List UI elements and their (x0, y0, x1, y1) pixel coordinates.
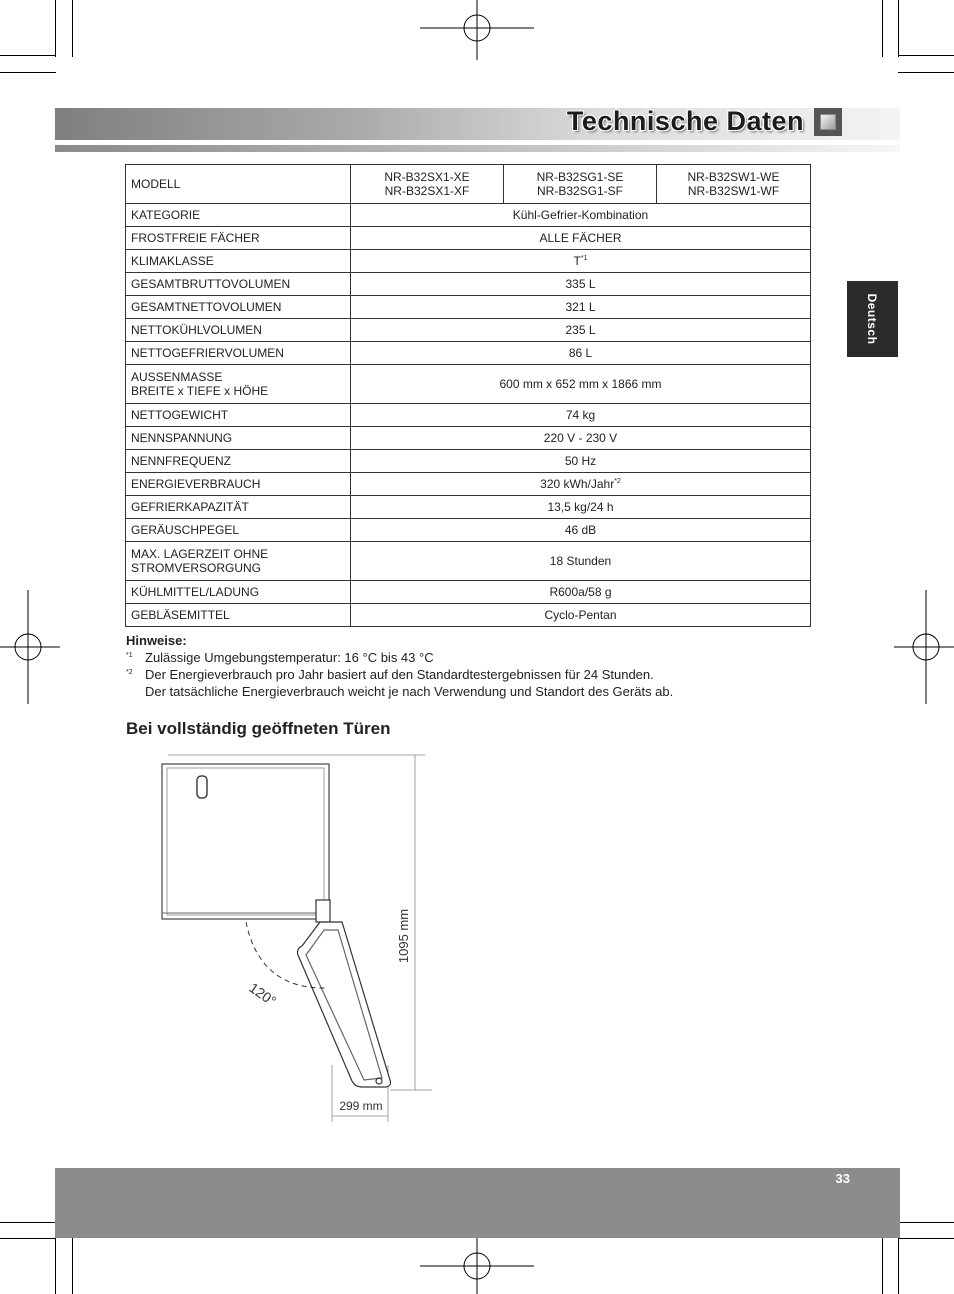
row-value-text: 50 Hz (564, 454, 597, 468)
table-row (126, 604, 811, 627)
model-name: NR-B32SG1-SE (536, 170, 624, 184)
row-label (126, 273, 351, 296)
row-value-text: 46 dB (564, 523, 597, 537)
row-label (126, 450, 351, 473)
model-cell (504, 165, 657, 204)
row-label-line: KLIMAKLASSE (131, 254, 214, 268)
row-label-line: BREITE x TIEFE x HÖHE (131, 384, 269, 398)
dimension-lines (168, 755, 432, 1122)
row-value-text: T (573, 254, 581, 268)
row-label (126, 204, 351, 227)
row-label (126, 319, 351, 342)
footnote-mark: *2 (614, 478, 621, 485)
table-row (126, 204, 811, 227)
table-row (126, 273, 811, 296)
row-label-line: GESAMTBRUTTOVOLUMEN (131, 277, 291, 291)
row-value-text: 235 L (565, 323, 596, 337)
row-value-text: ALLE FÄCHER (539, 231, 622, 245)
table-row (126, 296, 811, 319)
model-name: NR-B32SW1-WE (687, 170, 780, 184)
model-name: NR-B32SX1-XE (384, 170, 470, 184)
row-value (351, 427, 811, 450)
footer (55, 1168, 900, 1238)
row-value (351, 227, 811, 250)
footnote-mark: *1 (580, 255, 588, 262)
notes-heading: Hinweise: (126, 633, 187, 648)
row-label-line: AUSSENMASSE (131, 370, 223, 384)
row-label (126, 250, 351, 273)
width-label: 299 mm (339, 1099, 383, 1113)
row-value-text: R600a/58 g (549, 585, 612, 599)
note-text: Der tatsächliche Energieverbrauch weicht je nach Verwendung und Standort des Geräts ab. (145, 684, 674, 699)
row-label-line: ENERGIEVERBRAUCH (131, 477, 261, 491)
row-label-line: GEBLÄSEMITTEL (131, 608, 230, 622)
row-value (351, 273, 811, 296)
language-tab (847, 281, 898, 357)
model-name: NR-B32SX1-XF (384, 184, 470, 198)
model-cell (351, 165, 504, 204)
row-value (351, 519, 811, 542)
notes (126, 632, 673, 700)
header-stripe (55, 145, 900, 152)
row-value-text: 13,5 kg/24 h (547, 500, 614, 514)
row-label (126, 604, 351, 627)
table-row (126, 581, 811, 604)
note-mark: *1 (126, 652, 133, 659)
row-label (126, 473, 351, 496)
page-number: 33 (835, 1171, 850, 1186)
registration-mark-top (420, 0, 534, 60)
row-label (126, 427, 351, 450)
row-label-line: GERÄUSCHPEGEL (131, 523, 240, 537)
model-label: MODELL (126, 165, 351, 204)
table-row (126, 365, 811, 404)
row-value (351, 250, 811, 273)
row-value (351, 296, 811, 319)
row-value (351, 342, 811, 365)
row-value (351, 581, 811, 604)
language-tab-label: Deutsch (865, 293, 879, 345)
row-value-text: 321 L (565, 300, 596, 314)
registration-mark-left (0, 590, 60, 704)
model-name: NR-B32SG1-SF (536, 184, 624, 198)
row-value-text: 320 kWh/Jahr (540, 477, 615, 491)
note-text: Der Energieverbrauch pro Jahr basiert auf den Standardtestergebnissen für 24 Stunden. (145, 667, 654, 682)
table-row (126, 342, 811, 365)
table-row (126, 519, 811, 542)
row-value (351, 542, 811, 581)
registration-mark-right (894, 590, 954, 704)
table-row (126, 496, 811, 519)
row-value-text: 74 kg (565, 408, 596, 422)
open-door (298, 900, 391, 1087)
table-row (126, 450, 811, 473)
table-row (126, 319, 811, 342)
row-label-line: STROMVERSORGUNG (131, 561, 262, 575)
note-item (126, 649, 673, 666)
row-value-text: 86 L (568, 346, 593, 360)
title-square-icon (814, 108, 842, 136)
row-value (351, 473, 811, 496)
row-label (126, 519, 351, 542)
note-text: Zulässige Umgebungstemperatur: 16 °C bis 43 °C (145, 650, 434, 665)
angle-label: 120° (246, 979, 280, 1010)
spec-table (125, 164, 811, 627)
registration-mark-bottom (420, 1235, 534, 1294)
row-label-line: KATEGORIE (131, 208, 201, 222)
row-label-line: GESAMTNETTOVOLUMEN (131, 300, 282, 314)
note-mark: *2 (126, 669, 133, 676)
row-label (126, 296, 351, 319)
row-value-text: 335 L (565, 277, 596, 291)
row-value (351, 604, 811, 627)
model-cell (657, 165, 811, 204)
depth-label: 1095 mm (396, 908, 411, 964)
row-value (351, 404, 811, 427)
row-value-text: 600 mm x 652 mm x 1866 mm (499, 377, 662, 391)
page-title: Technische Daten (566, 106, 804, 136)
row-label-line: NETTOKÜHLVOLUMEN (131, 323, 262, 337)
table-row (126, 427, 811, 450)
row-value-text: 220 V - 230 V (543, 431, 618, 445)
door-opening-diagram (150, 750, 450, 1130)
row-value-text: Kühl-Gefrier-Kombination (512, 208, 649, 222)
row-value (351, 319, 811, 342)
row-label-line: NENNFREQUENZ (131, 454, 232, 468)
row-value (351, 204, 811, 227)
row-value-text: 18 Stunden (549, 554, 612, 568)
table-row (126, 165, 811, 204)
model-name: NR-B32SW1-WF (687, 184, 780, 198)
row-label (126, 581, 351, 604)
row-value (351, 450, 811, 473)
row-label (126, 496, 351, 519)
row-value (351, 496, 811, 519)
table-row (126, 250, 811, 273)
row-value-text: Cyclo-Pentan (544, 608, 617, 622)
section-title: Bei vollständig geöffneten Türen (126, 719, 391, 738)
table-row (126, 473, 811, 496)
row-label-line: NETTOGEWICHT (131, 408, 229, 422)
row-label (126, 342, 351, 365)
row-label (126, 542, 351, 581)
table-row (126, 227, 811, 250)
row-label (126, 365, 351, 404)
row-value (351, 365, 811, 404)
row-label-line: GEFRIERKAPAZITÄT (131, 500, 249, 514)
row-label-line: NENNSPANNUNG (131, 431, 233, 445)
table-row (126, 542, 811, 581)
row-label (126, 227, 351, 250)
note-item (126, 666, 673, 700)
row-label-line: FROSTFREIE FÄCHER (131, 231, 260, 245)
row-label-line: KÜHLMITTEL/LADUNG (131, 585, 260, 599)
row-label (126, 404, 351, 427)
row-label-line: MAX. LAGERZEIT OHNE (131, 547, 269, 561)
row-label-line: NETTOGEFRIERVOLUMEN (131, 346, 284, 360)
table-row (126, 404, 811, 427)
fridge-body (162, 764, 329, 919)
